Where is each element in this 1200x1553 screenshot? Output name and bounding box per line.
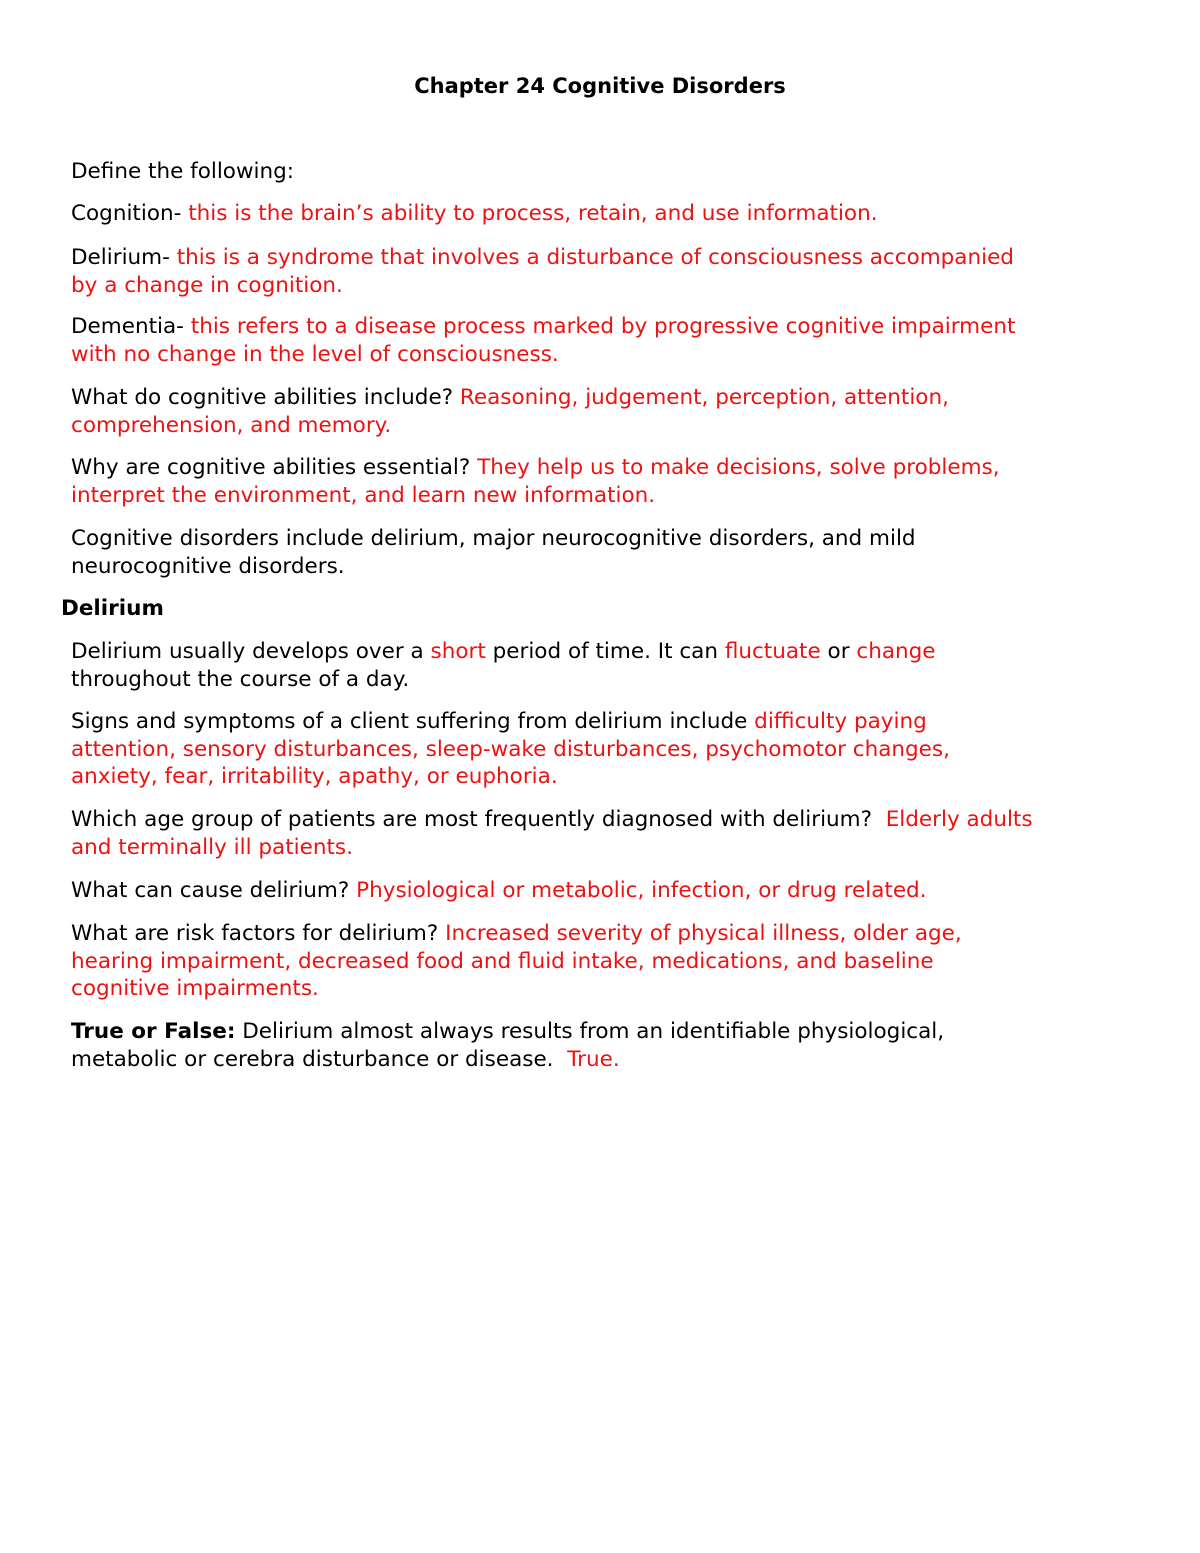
disorders-include: [71, 525, 1141, 580]
define-intro: Define the following:: [71, 159, 295, 184]
delirium-answer-line2: by a change in cognition.: [71, 272, 343, 298]
true-false-statement-line1: Delirium almost always results from an identifiable physiological,: [235, 1019, 945, 1044]
abilities-essential-answer-line1: They help us to make decisions, solve problems,: [477, 455, 1000, 480]
section-heading-delirium: Delirium: [61, 596, 164, 621]
risk-question: What are risk factors for delirium?: [71, 921, 446, 946]
age-group-answer-line2: and terminally ill patients.: [71, 834, 353, 860]
delirium-answer-line1: this is a syndrome that involves a disturbance of consciousness accompanied: [176, 245, 1014, 270]
signs-answer-line3: anxiety, fear, irritability, apathy, or euphoria.: [71, 764, 558, 789]
develops-text-2: period of time. It can: [485, 639, 725, 664]
delirium-term: Delirium-: [71, 245, 177, 270]
abilities-essential-answer-line2: interpret the environment, and learn new information.: [71, 482, 656, 508]
disorders-include-line2: neurocognitive disorders.: [71, 553, 345, 579]
develops-text-1: Delirium usually develops over a: [71, 639, 431, 664]
abilities-include-question: What do cognitive abilities include?: [71, 385, 460, 410]
true-false-statement-line2: metabolic or cerebra disturbance or disease.: [71, 1046, 568, 1072]
age-group-question: Which age group of patients are most frequently diagnosed with delirium?: [71, 807, 886, 832]
dementia-term: Dementia-: [71, 314, 191, 339]
risk-answer-line3: cognitive impairments.: [71, 976, 319, 1001]
abilities-essential: [71, 454, 1141, 509]
abilities-essential-question: Why are cognitive abilities essential?: [71, 455, 478, 480]
dementia-answer-line2: with no change in the level of consciousness.: [71, 341, 559, 367]
abilities-include-answer-line1: Reasoning, judgement, perception, attention,: [459, 385, 949, 410]
dementia-answer-line1: this refers to a disease process marked by progressive cognitive impairment: [190, 314, 1016, 339]
signs-answer-line2: attention, sensory disturbances, sleep-wake disturbances, psychomotor changes,: [71, 736, 950, 762]
disorders-include-line1: Cognitive disorders include delirium, major neurocognitive disorders, and mild: [71, 526, 916, 551]
delirium-cause: [71, 877, 1141, 905]
true-false-label: True or False:: [71, 1019, 236, 1044]
cause-answer: Physiological or metabolic, infection, or drug related.: [356, 878, 927, 903]
true-false-answer: True.: [567, 1046, 620, 1072]
signs-answer-line1: difficulty paying: [754, 709, 927, 734]
risk-factors: [71, 920, 1141, 1003]
page-title: Chapter 24 Cognitive Disorders: [414, 74, 786, 98]
age-group: [71, 806, 1141, 861]
cause-question: What can cause delirium?: [71, 878, 357, 903]
delirium-develops: [71, 638, 1141, 693]
develops-answer-fluctuate: fluctuate: [724, 639, 821, 664]
cognition-answer: this is the brain’s ability to process, retain, and use information.: [188, 201, 878, 226]
develops-text-3: or: [820, 639, 857, 664]
cognition-definition: [71, 200, 1141, 228]
dementia-definition: [71, 313, 1141, 368]
risk-answer-line2: hearing impairment, decreased food and fluid intake, medications, and baseline: [71, 948, 934, 974]
abilities-include-answer-line2: comprehension, and memory.: [71, 412, 392, 438]
signs-symptoms: [71, 708, 1141, 791]
signs-question: Signs and symptoms of a client suffering from delirium include: [71, 709, 755, 734]
develops-answer-short: short: [430, 639, 486, 664]
age-group-answer-line1: Elderly adults: [885, 807, 1033, 832]
risk-answer-line1: Increased severity of physical illness, older age,: [445, 921, 962, 946]
true-false-question: [71, 1018, 1141, 1073]
develops-answer-change: change: [856, 639, 936, 664]
cognition-term: Cognition-: [71, 201, 189, 226]
develops-line2: throughout the course of a day.: [71, 666, 410, 692]
abilities-include: [71, 384, 1141, 439]
delirium-definition: [71, 244, 1141, 299]
